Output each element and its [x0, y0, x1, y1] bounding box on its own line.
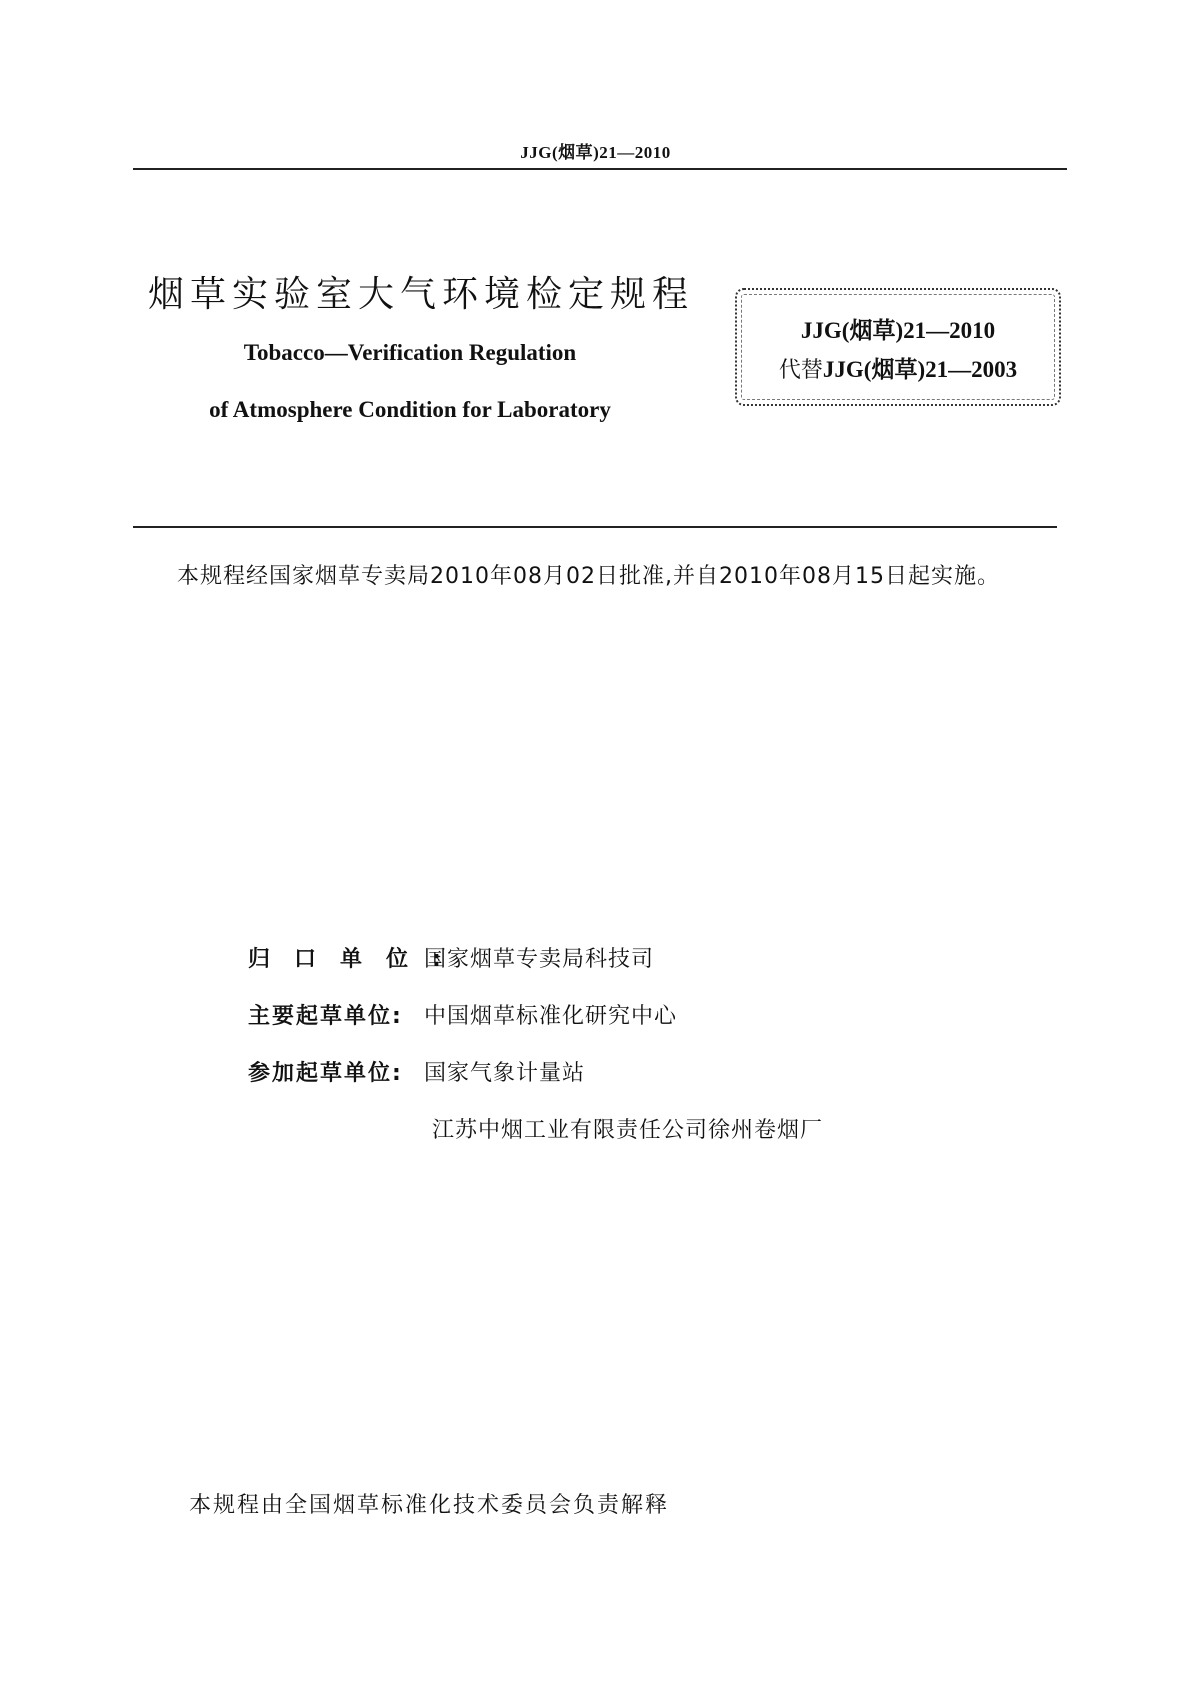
participating-unit-label: 参加起草单位: [248, 1061, 403, 1086]
main-drafting-unit-row [248, 997, 677, 1037]
participating-unit-value: 国家气象计量站 [424, 1061, 586, 1086]
participating-unit-row-2 [432, 1111, 823, 1151]
responsible-unit-label: 归口单位: [248, 947, 465, 972]
replaced-code: JJG(烟草)21—2003 [822, 357, 1018, 382]
standard-code: JJG(烟草)21—2010 [800, 318, 996, 343]
replaces-line [737, 351, 1059, 384]
participating-unit-value: 江苏中烟工业有限责任公司徐州卷烟厂 [432, 1118, 824, 1143]
header-divider [133, 168, 1067, 170]
interpretation-note: 本规程由全国烟草标准化技术委员会负责解释 [189, 1493, 670, 1518]
responsible-unit-row [248, 940, 654, 980]
responsible-unit-value: 国家烟草专卖局科技司 [424, 947, 655, 972]
participating-unit-row [248, 1054, 585, 1094]
replaces-label: 代替 [778, 358, 823, 383]
title-divider [133, 526, 1057, 528]
header-standard-code: JJG(烟草)21—2010 [520, 143, 671, 162]
title-english-line2: of Atmosphere Condition for Laboratory [209, 397, 611, 422]
title-english-line1: Tobacco—Verification Regulation [243, 340, 577, 365]
approval-statement: 本规程经国家烟草专卖局2010年08月02日批准,并自2010年08月15日起实施。 [177, 564, 1000, 589]
main-drafting-unit-value: 中国烟草标准化研究中心 [424, 1004, 678, 1029]
title-chinese: 烟草实验室大气环境检定规程 [148, 274, 695, 315]
standard-code-box [735, 288, 1061, 406]
main-drafting-unit-label: 主要起草单位: [248, 1004, 403, 1029]
